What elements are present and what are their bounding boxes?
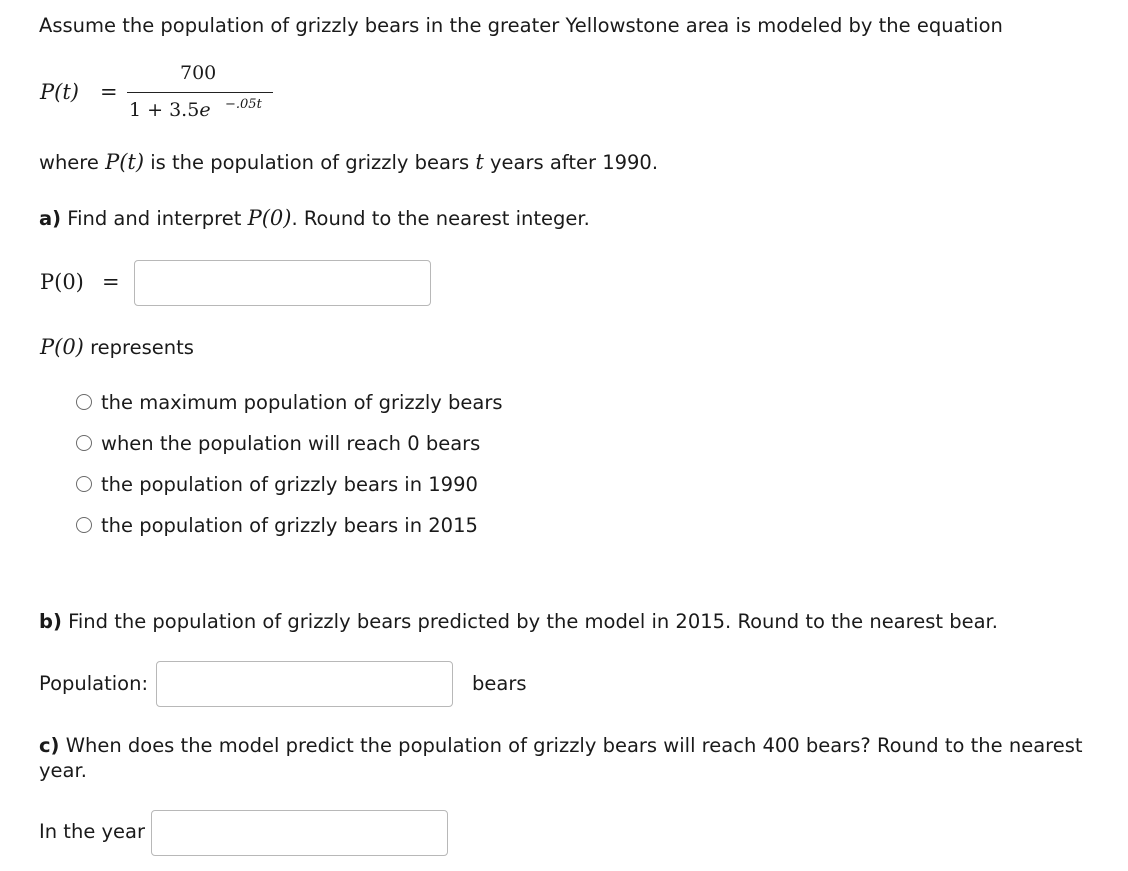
- where-text-2: is the population of grizzly bears: [150, 151, 470, 174]
- part-a-text-2: . Round to the nearest integer.: [291, 207, 590, 230]
- option-population-1990[interactable]: [76, 471, 478, 497]
- option-label: the population of grizzly bears in 2015: [101, 513, 478, 537]
- radio-button[interactable]: [76, 517, 92, 533]
- equation-lhs: P(t): [40, 80, 79, 104]
- represents-text: represents: [90, 336, 194, 359]
- part-b-question: [39, 610, 998, 633]
- population-input[interactable]: [156, 661, 453, 707]
- radio-button[interactable]: [76, 435, 92, 451]
- equation-equals: =: [100, 80, 118, 104]
- where-math-t: t: [475, 150, 484, 174]
- denominator-constant: 1 + 3.5: [129, 99, 200, 121]
- part-a-text-1: Find and interpret: [67, 207, 242, 230]
- option-reach-zero[interactable]: [76, 430, 480, 456]
- part-a-label: a): [39, 207, 62, 230]
- p0-input[interactable]: [134, 260, 431, 306]
- represents-prompt: [40, 335, 194, 359]
- part-c-question-line2: year.: [39, 759, 87, 782]
- part-a-question: [39, 206, 590, 230]
- part-a-math: P(0): [247, 206, 292, 230]
- represents-math: P(0): [40, 335, 84, 359]
- option-maximum-population[interactable]: [76, 389, 503, 415]
- denominator-e: e: [199, 99, 211, 121]
- where-text-3: years after 1990.: [490, 151, 659, 174]
- part-c-label: c): [39, 734, 60, 757]
- population-input-label: Population:: [39, 672, 149, 695]
- year-input-label: In the year: [39, 820, 146, 843]
- option-label: when the population will reach 0 bears: [101, 431, 481, 455]
- part-b-label: b): [39, 610, 62, 633]
- p0-input-label: P(0): [40, 270, 84, 294]
- equation-exponent: −.05t: [225, 97, 262, 112]
- fraction-bar: [127, 92, 273, 93]
- part-b-text: Find the population of grizzly bears predicted by the model in 2015. Round to the nearest bear.: [68, 610, 998, 633]
- p0-input-equals: =: [102, 270, 120, 294]
- option-population-2015[interactable]: [76, 512, 478, 538]
- radio-button[interactable]: [76, 394, 92, 410]
- option-label: the maximum population of grizzly bears: [101, 390, 503, 414]
- where-text-1: where: [39, 151, 99, 174]
- part-c-question-line1: [39, 734, 1083, 757]
- equation-denominator: [129, 99, 211, 121]
- equation-numerator: 700: [180, 62, 217, 84]
- part-c-text: When does the model predict the population of grizzly bears will reach 400 bears? Round to the nearest: [65, 734, 1083, 757]
- radio-button[interactable]: [76, 476, 92, 492]
- where-math-pt: P(t): [105, 150, 145, 174]
- intro-text: Assume the population of grizzly bears in the greater Yellowstone area is modeled by the equation: [39, 14, 1003, 37]
- population-unit: bears: [472, 672, 527, 695]
- where-sentence: [39, 150, 658, 174]
- option-label: the population of grizzly bears in 1990: [101, 472, 478, 496]
- year-input[interactable]: [151, 810, 448, 856]
